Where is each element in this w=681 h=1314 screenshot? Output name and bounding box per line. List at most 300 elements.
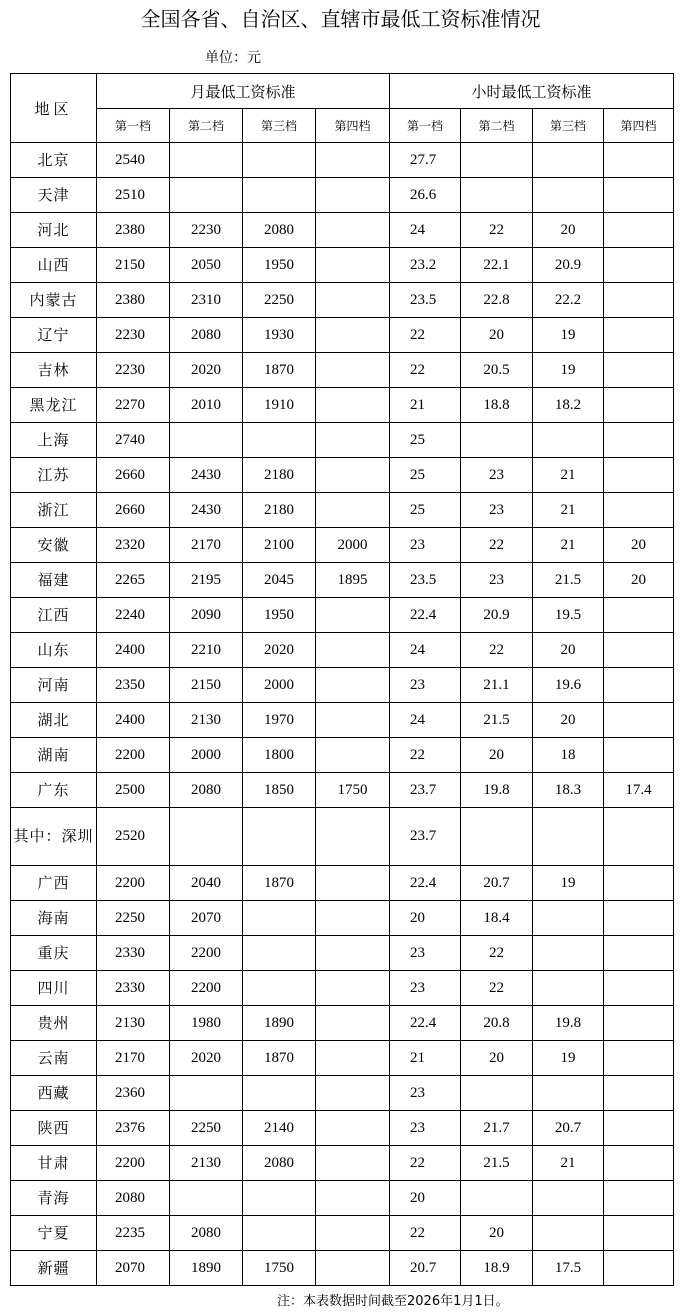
region-cell: 贵州 xyxy=(11,1006,97,1041)
hourly-tier-1-cell: 22 xyxy=(390,1146,461,1181)
monthly-tier-3-cell: 1910 xyxy=(243,388,316,423)
table-row xyxy=(11,248,674,283)
region-cell: 江西 xyxy=(11,598,97,633)
hourly-tier-1-cell: 23.7 xyxy=(390,773,461,808)
monthly-tier-2-cell: 2010 xyxy=(170,388,243,423)
monthly-tier-3-cell: 2020 xyxy=(243,633,316,668)
hourly-tier-4-cell xyxy=(604,178,674,213)
hourly-tier-4-cell xyxy=(604,283,674,318)
hourly-tier-3-cell: 19 xyxy=(533,353,604,388)
monthly-tier-4-cell xyxy=(316,248,390,283)
table-row xyxy=(11,493,674,528)
monthly-tier-3-cell: 1950 xyxy=(243,598,316,633)
unit-label: 单位：元 xyxy=(205,50,261,66)
monthly-tier-3-cell: 1890 xyxy=(243,1006,316,1041)
monthly-tier-2-cell: 2310 xyxy=(170,283,243,318)
monthly-tier-1-cell: 2350 xyxy=(97,668,170,703)
header-monthly-tier-1: 第一档 xyxy=(97,109,170,143)
monthly-tier-4-cell: 2000 xyxy=(316,528,390,563)
hourly-tier-4-cell xyxy=(604,388,674,423)
hourly-tier-2-cell: 20.8 xyxy=(461,1006,533,1041)
hourly-tier-4-cell: 17.4 xyxy=(604,773,674,808)
monthly-tier-4-cell: 1895 xyxy=(316,563,390,598)
region-cell: 新疆 xyxy=(11,1251,97,1286)
hourly-tier-4-cell xyxy=(604,423,674,458)
hourly-tier-2-cell: 20 xyxy=(461,1216,533,1251)
hourly-tier-2-cell: 18.9 xyxy=(461,1251,533,1286)
monthly-tier-2-cell: 2210 xyxy=(170,633,243,668)
table-row xyxy=(11,423,674,458)
monthly-tier-2-cell: 2230 xyxy=(170,213,243,248)
region-cell: 云南 xyxy=(11,1041,97,1076)
hourly-tier-2-cell xyxy=(461,178,533,213)
hourly-tier-2-cell: 20.5 xyxy=(461,353,533,388)
monthly-tier-1-cell: 2250 xyxy=(97,901,170,936)
hourly-tier-3-cell: 19 xyxy=(533,866,604,901)
monthly-tier-4-cell xyxy=(316,1216,390,1251)
monthly-tier-4-cell xyxy=(316,1251,390,1286)
hourly-tier-2-cell: 21.1 xyxy=(461,668,533,703)
table-row xyxy=(11,528,674,563)
monthly-tier-2-cell xyxy=(170,178,243,213)
hourly-tier-3-cell: 19 xyxy=(533,318,604,353)
monthly-tier-4-cell xyxy=(316,318,390,353)
hourly-tier-4-cell xyxy=(604,493,674,528)
hourly-tier-3-cell: 21 xyxy=(533,528,604,563)
hourly-tier-3-cell: 19.5 xyxy=(533,598,604,633)
hourly-tier-3-cell xyxy=(533,901,604,936)
hourly-tier-2-cell: 20 xyxy=(461,738,533,773)
monthly-tier-1-cell: 2400 xyxy=(97,633,170,668)
hourly-tier-1-cell: 25 xyxy=(390,493,461,528)
hourly-tier-1-cell: 23 xyxy=(390,971,461,1006)
hourly-tier-2-cell: 21.7 xyxy=(461,1111,533,1146)
monthly-tier-4-cell xyxy=(316,598,390,633)
hourly-tier-1-cell: 23.7 xyxy=(390,808,461,866)
table-row xyxy=(11,866,674,901)
monthly-tier-1-cell: 2200 xyxy=(97,738,170,773)
region-cell: 广西 xyxy=(11,866,97,901)
region-cell: 辽宁 xyxy=(11,318,97,353)
monthly-tier-3-cell: 1930 xyxy=(243,318,316,353)
hourly-tier-1-cell: 23 xyxy=(390,936,461,971)
monthly-tier-3-cell xyxy=(243,808,316,866)
hourly-tier-4-cell xyxy=(604,738,674,773)
hourly-tier-2-cell xyxy=(461,1076,533,1111)
monthly-tier-1-cell: 2400 xyxy=(97,703,170,738)
hourly-tier-2-cell: 18.8 xyxy=(461,388,533,423)
hourly-tier-4-cell xyxy=(604,901,674,936)
table-row xyxy=(11,773,674,808)
monthly-tier-3-cell: 1870 xyxy=(243,353,316,388)
table-row xyxy=(11,668,674,703)
hourly-tier-2-cell: 20 xyxy=(461,318,533,353)
monthly-tier-1-cell: 2240 xyxy=(97,598,170,633)
monthly-tier-1-cell: 2080 xyxy=(97,1181,170,1216)
monthly-tier-1-cell: 2150 xyxy=(97,248,170,283)
hourly-tier-4-cell xyxy=(604,1251,674,1286)
hourly-tier-3-cell: 20.9 xyxy=(533,248,604,283)
monthly-tier-1-cell: 2360 xyxy=(97,1076,170,1111)
region-cell: 重庆 xyxy=(11,936,97,971)
monthly-tier-3-cell: 2180 xyxy=(243,493,316,528)
region-cell: 上海 xyxy=(11,423,97,458)
table-row xyxy=(11,1216,674,1251)
table-body xyxy=(11,143,674,1286)
table-row xyxy=(11,738,674,773)
header-hourly-tier-2: 第二档 xyxy=(461,109,533,143)
table-row xyxy=(11,283,674,318)
table-row xyxy=(11,1181,674,1216)
monthly-tier-3-cell: 1870 xyxy=(243,1041,316,1076)
region-cell: 天津 xyxy=(11,178,97,213)
region-cell: 河南 xyxy=(11,668,97,703)
table-row xyxy=(11,213,674,248)
table-row xyxy=(11,1076,674,1111)
region-cell: 河北 xyxy=(11,213,97,248)
hourly-tier-4-cell xyxy=(604,866,674,901)
table-row xyxy=(11,633,674,668)
hourly-tier-4-cell xyxy=(604,936,674,971)
monthly-tier-4-cell xyxy=(316,423,390,458)
hourly-tier-3-cell xyxy=(533,1216,604,1251)
hourly-tier-2-cell: 22 xyxy=(461,213,533,248)
monthly-tier-4-cell: 1750 xyxy=(316,773,390,808)
hourly-tier-2-cell: 22.8 xyxy=(461,283,533,318)
monthly-tier-3-cell: 2100 xyxy=(243,528,316,563)
monthly-tier-2-cell: 2020 xyxy=(170,353,243,388)
hourly-tier-4-cell xyxy=(604,1111,674,1146)
monthly-tier-4-cell xyxy=(316,936,390,971)
region-cell: 陕西 xyxy=(11,1111,97,1146)
monthly-tier-3-cell xyxy=(243,971,316,1006)
hourly-tier-2-cell: 18.4 xyxy=(461,901,533,936)
monthly-tier-3-cell: 1970 xyxy=(243,703,316,738)
hourly-tier-4-cell xyxy=(604,1041,674,1076)
table-row xyxy=(11,353,674,388)
table-row xyxy=(11,178,674,213)
monthly-tier-1-cell: 2510 xyxy=(97,178,170,213)
monthly-tier-4-cell xyxy=(316,1076,390,1111)
table-row xyxy=(11,1006,674,1041)
monthly-tier-1-cell: 2235 xyxy=(97,1216,170,1251)
header-hourly-tier-3: 第三档 xyxy=(533,109,604,143)
monthly-tier-4-cell xyxy=(316,1006,390,1041)
monthly-tier-1-cell: 2376 xyxy=(97,1111,170,1146)
region-cell: 吉林 xyxy=(11,353,97,388)
monthly-tier-3-cell: 1750 xyxy=(243,1251,316,1286)
monthly-tier-3-cell: 2180 xyxy=(243,458,316,493)
monthly-tier-1-cell: 2380 xyxy=(97,283,170,318)
monthly-tier-2-cell: 2080 xyxy=(170,773,243,808)
hourly-tier-1-cell: 22 xyxy=(390,353,461,388)
table-row xyxy=(11,458,674,493)
region-cell: 湖北 xyxy=(11,703,97,738)
hourly-tier-1-cell: 25 xyxy=(390,458,461,493)
page-title: 全国各省、自治区、直辖市最低工资标准情况 xyxy=(140,7,541,31)
hourly-tier-1-cell: 22.4 xyxy=(390,1006,461,1041)
monthly-tier-2-cell: 2195 xyxy=(170,563,243,598)
hourly-tier-1-cell: 20 xyxy=(390,1181,461,1216)
table-row xyxy=(11,971,674,1006)
hourly-tier-1-cell: 22 xyxy=(390,1216,461,1251)
monthly-tier-4-cell xyxy=(316,388,390,423)
monthly-tier-4-cell xyxy=(316,493,390,528)
hourly-tier-1-cell: 20 xyxy=(390,901,461,936)
monthly-tier-1-cell: 2230 xyxy=(97,318,170,353)
hourly-tier-4-cell xyxy=(604,808,674,866)
region-cell: 甘肃 xyxy=(11,1146,97,1181)
hourly-tier-2-cell: 23 xyxy=(461,493,533,528)
table-row xyxy=(11,318,674,353)
hourly-tier-2-cell: 23 xyxy=(461,458,533,493)
table-row xyxy=(11,1146,674,1181)
hourly-tier-3-cell: 20.7 xyxy=(533,1111,604,1146)
table-row xyxy=(11,808,674,866)
monthly-tier-1-cell: 2130 xyxy=(97,1006,170,1041)
hourly-tier-3-cell: 19 xyxy=(533,1041,604,1076)
hourly-tier-4-cell xyxy=(604,458,674,493)
monthly-tier-2-cell: 2000 xyxy=(170,738,243,773)
hourly-tier-4-cell xyxy=(604,248,674,283)
monthly-tier-3-cell: 1850 xyxy=(243,773,316,808)
hourly-tier-3-cell: 18 xyxy=(533,738,604,773)
hourly-tier-2-cell: 21.5 xyxy=(461,1146,533,1181)
monthly-tier-2-cell: 2250 xyxy=(170,1111,243,1146)
monthly-tier-4-cell xyxy=(316,213,390,248)
monthly-tier-1-cell: 2265 xyxy=(97,563,170,598)
monthly-tier-1-cell: 2500 xyxy=(97,773,170,808)
region-cell: 其中：深圳 xyxy=(11,808,97,866)
hourly-tier-1-cell: 24 xyxy=(390,213,461,248)
monthly-tier-1-cell: 2200 xyxy=(97,866,170,901)
hourly-tier-1-cell: 22 xyxy=(390,318,461,353)
monthly-tier-2-cell: 2020 xyxy=(170,1041,243,1076)
hourly-tier-4-cell xyxy=(604,1076,674,1111)
hourly-tier-4-cell xyxy=(604,598,674,633)
hourly-tier-1-cell: 24 xyxy=(390,633,461,668)
monthly-tier-3-cell: 2045 xyxy=(243,563,316,598)
monthly-tier-3-cell: 1870 xyxy=(243,866,316,901)
region-cell: 北京 xyxy=(11,143,97,178)
hourly-tier-4-cell xyxy=(604,1006,674,1041)
header-monthly-tier-4: 第四档 xyxy=(316,109,390,143)
table-row xyxy=(11,901,674,936)
region-cell: 黑龙江 xyxy=(11,388,97,423)
monthly-tier-1-cell: 2070 xyxy=(97,1251,170,1286)
hourly-tier-1-cell: 20.7 xyxy=(390,1251,461,1286)
region-cell: 山东 xyxy=(11,633,97,668)
monthly-tier-2-cell: 2070 xyxy=(170,901,243,936)
monthly-tier-4-cell xyxy=(316,283,390,318)
hourly-tier-3-cell xyxy=(533,143,604,178)
monthly-tier-4-cell xyxy=(316,1111,390,1146)
table-row xyxy=(11,703,674,738)
hourly-tier-2-cell xyxy=(461,143,533,178)
hourly-tier-3-cell: 19.8 xyxy=(533,1006,604,1041)
monthly-tier-3-cell xyxy=(243,1181,316,1216)
hourly-tier-1-cell: 22.4 xyxy=(390,866,461,901)
hourly-tier-4-cell xyxy=(604,318,674,353)
hourly-tier-3-cell: 21.5 xyxy=(533,563,604,598)
monthly-tier-3-cell: 1950 xyxy=(243,248,316,283)
minimum-wage-table xyxy=(10,73,674,1286)
monthly-tier-4-cell xyxy=(316,353,390,388)
monthly-tier-4-cell xyxy=(316,866,390,901)
monthly-tier-4-cell xyxy=(316,1041,390,1076)
monthly-tier-2-cell: 2200 xyxy=(170,936,243,971)
hourly-tier-3-cell xyxy=(533,808,604,866)
monthly-tier-2-cell xyxy=(170,1181,243,1216)
table-row xyxy=(11,143,674,178)
monthly-tier-4-cell xyxy=(316,808,390,866)
region-cell: 山西 xyxy=(11,248,97,283)
footnote: 注：本表数据时间截至2026年1月1日。 xyxy=(277,1294,509,1309)
hourly-tier-2-cell: 21.5 xyxy=(461,703,533,738)
hourly-tier-1-cell: 23 xyxy=(390,1111,461,1146)
monthly-tier-3-cell: 2000 xyxy=(243,668,316,703)
hourly-tier-1-cell: 24 xyxy=(390,703,461,738)
region-cell: 江苏 xyxy=(11,458,97,493)
monthly-tier-1-cell: 2330 xyxy=(97,936,170,971)
hourly-tier-1-cell: 26.6 xyxy=(390,178,461,213)
monthly-tier-1-cell: 2540 xyxy=(97,143,170,178)
hourly-tier-1-cell: 23 xyxy=(390,1076,461,1111)
hourly-tier-2-cell: 20 xyxy=(461,1041,533,1076)
monthly-tier-4-cell xyxy=(316,901,390,936)
monthly-tier-2-cell: 2430 xyxy=(170,458,243,493)
monthly-tier-4-cell xyxy=(316,703,390,738)
table-row xyxy=(11,1041,674,1076)
monthly-tier-4-cell xyxy=(316,1146,390,1181)
hourly-tier-1-cell: 27.7 xyxy=(390,143,461,178)
monthly-tier-1-cell: 2740 xyxy=(97,423,170,458)
table-row xyxy=(11,563,674,598)
table-row xyxy=(11,1111,674,1146)
region-cell: 福建 xyxy=(11,563,97,598)
monthly-tier-3-cell xyxy=(243,1076,316,1111)
hourly-tier-4-cell: 20 xyxy=(604,563,674,598)
hourly-tier-2-cell: 22 xyxy=(461,971,533,1006)
hourly-tier-3-cell: 20 xyxy=(533,213,604,248)
hourly-tier-3-cell: 21 xyxy=(533,458,604,493)
monthly-tier-4-cell xyxy=(316,668,390,703)
hourly-tier-2-cell: 23 xyxy=(461,563,533,598)
monthly-tier-1-cell: 2520 xyxy=(97,808,170,866)
hourly-tier-2-cell: 22.1 xyxy=(461,248,533,283)
monthly-tier-3-cell xyxy=(243,178,316,213)
monthly-tier-3-cell: 1800 xyxy=(243,738,316,773)
hourly-tier-1-cell: 21 xyxy=(390,388,461,423)
monthly-tier-2-cell: 2430 xyxy=(170,493,243,528)
hourly-tier-2-cell xyxy=(461,808,533,866)
region-cell: 西藏 xyxy=(11,1076,97,1111)
monthly-tier-1-cell: 2330 xyxy=(97,971,170,1006)
monthly-tier-2-cell: 2150 xyxy=(170,668,243,703)
hourly-tier-3-cell: 20 xyxy=(533,633,604,668)
monthly-tier-4-cell xyxy=(316,143,390,178)
hourly-tier-4-cell xyxy=(604,143,674,178)
hourly-tier-3-cell: 19.6 xyxy=(533,668,604,703)
monthly-tier-1-cell: 2660 xyxy=(97,458,170,493)
hourly-tier-3-cell xyxy=(533,936,604,971)
monthly-tier-2-cell xyxy=(170,1076,243,1111)
monthly-tier-1-cell: 2320 xyxy=(97,528,170,563)
monthly-tier-4-cell xyxy=(316,633,390,668)
hourly-tier-3-cell: 20 xyxy=(533,703,604,738)
monthly-tier-3-cell xyxy=(243,901,316,936)
hourly-tier-2-cell: 20.9 xyxy=(461,598,533,633)
header-hourly-tier-4: 第四档 xyxy=(604,109,674,143)
monthly-tier-4-cell xyxy=(316,458,390,493)
hourly-tier-4-cell xyxy=(604,213,674,248)
monthly-tier-1-cell: 2380 xyxy=(97,213,170,248)
hourly-tier-4-cell xyxy=(604,668,674,703)
monthly-tier-4-cell xyxy=(316,1181,390,1216)
hourly-tier-3-cell: 21 xyxy=(533,1146,604,1181)
monthly-tier-2-cell xyxy=(170,143,243,178)
monthly-tier-2-cell: 2130 xyxy=(170,1146,243,1181)
hourly-tier-3-cell xyxy=(533,1076,604,1111)
monthly-tier-3-cell xyxy=(243,936,316,971)
header-monthly-tier-2: 第二档 xyxy=(170,109,243,143)
hourly-tier-1-cell: 23.2 xyxy=(390,248,461,283)
hourly-tier-4-cell xyxy=(604,971,674,1006)
hourly-tier-1-cell: 23 xyxy=(390,528,461,563)
monthly-tier-2-cell: 2170 xyxy=(170,528,243,563)
monthly-tier-2-cell: 2130 xyxy=(170,703,243,738)
hourly-tier-2-cell: 22 xyxy=(461,633,533,668)
region-cell: 宁夏 xyxy=(11,1216,97,1251)
hourly-tier-4-cell xyxy=(604,1146,674,1181)
monthly-tier-1-cell: 2270 xyxy=(97,388,170,423)
monthly-tier-2-cell: 1980 xyxy=(170,1006,243,1041)
monthly-tier-3-cell: 2080 xyxy=(243,1146,316,1181)
table-row xyxy=(11,598,674,633)
header-monthly: 月最低工资标准 xyxy=(97,74,390,109)
monthly-tier-3-cell: 2140 xyxy=(243,1111,316,1146)
hourly-tier-2-cell xyxy=(461,1181,533,1216)
hourly-tier-3-cell: 22.2 xyxy=(533,283,604,318)
hourly-tier-3-cell: 17.5 xyxy=(533,1251,604,1286)
monthly-tier-1-cell: 2660 xyxy=(97,493,170,528)
hourly-tier-3-cell xyxy=(533,971,604,1006)
region-cell: 海南 xyxy=(11,901,97,936)
monthly-tier-2-cell: 2080 xyxy=(170,1216,243,1251)
hourly-tier-1-cell: 23.5 xyxy=(390,283,461,318)
header-hourly: 小时最低工资标准 xyxy=(390,74,674,109)
hourly-tier-2-cell xyxy=(461,423,533,458)
monthly-tier-2-cell: 1890 xyxy=(170,1251,243,1286)
table-row xyxy=(11,936,674,971)
region-cell: 湖南 xyxy=(11,738,97,773)
hourly-tier-3-cell: 18.2 xyxy=(533,388,604,423)
hourly-tier-3-cell xyxy=(533,423,604,458)
header-region: 地区 xyxy=(11,74,97,143)
hourly-tier-2-cell: 22 xyxy=(461,528,533,563)
monthly-tier-3-cell xyxy=(243,423,316,458)
hourly-tier-2-cell: 19.8 xyxy=(461,773,533,808)
hourly-tier-3-cell xyxy=(533,178,604,213)
monthly-tier-4-cell xyxy=(316,971,390,1006)
hourly-tier-4-cell xyxy=(604,703,674,738)
hourly-tier-2-cell: 20.7 xyxy=(461,866,533,901)
hourly-tier-4-cell xyxy=(604,1181,674,1216)
monthly-tier-2-cell: 2040 xyxy=(170,866,243,901)
header-monthly-tier-3: 第三档 xyxy=(243,109,316,143)
hourly-tier-1-cell: 21 xyxy=(390,1041,461,1076)
region-cell: 四川 xyxy=(11,971,97,1006)
